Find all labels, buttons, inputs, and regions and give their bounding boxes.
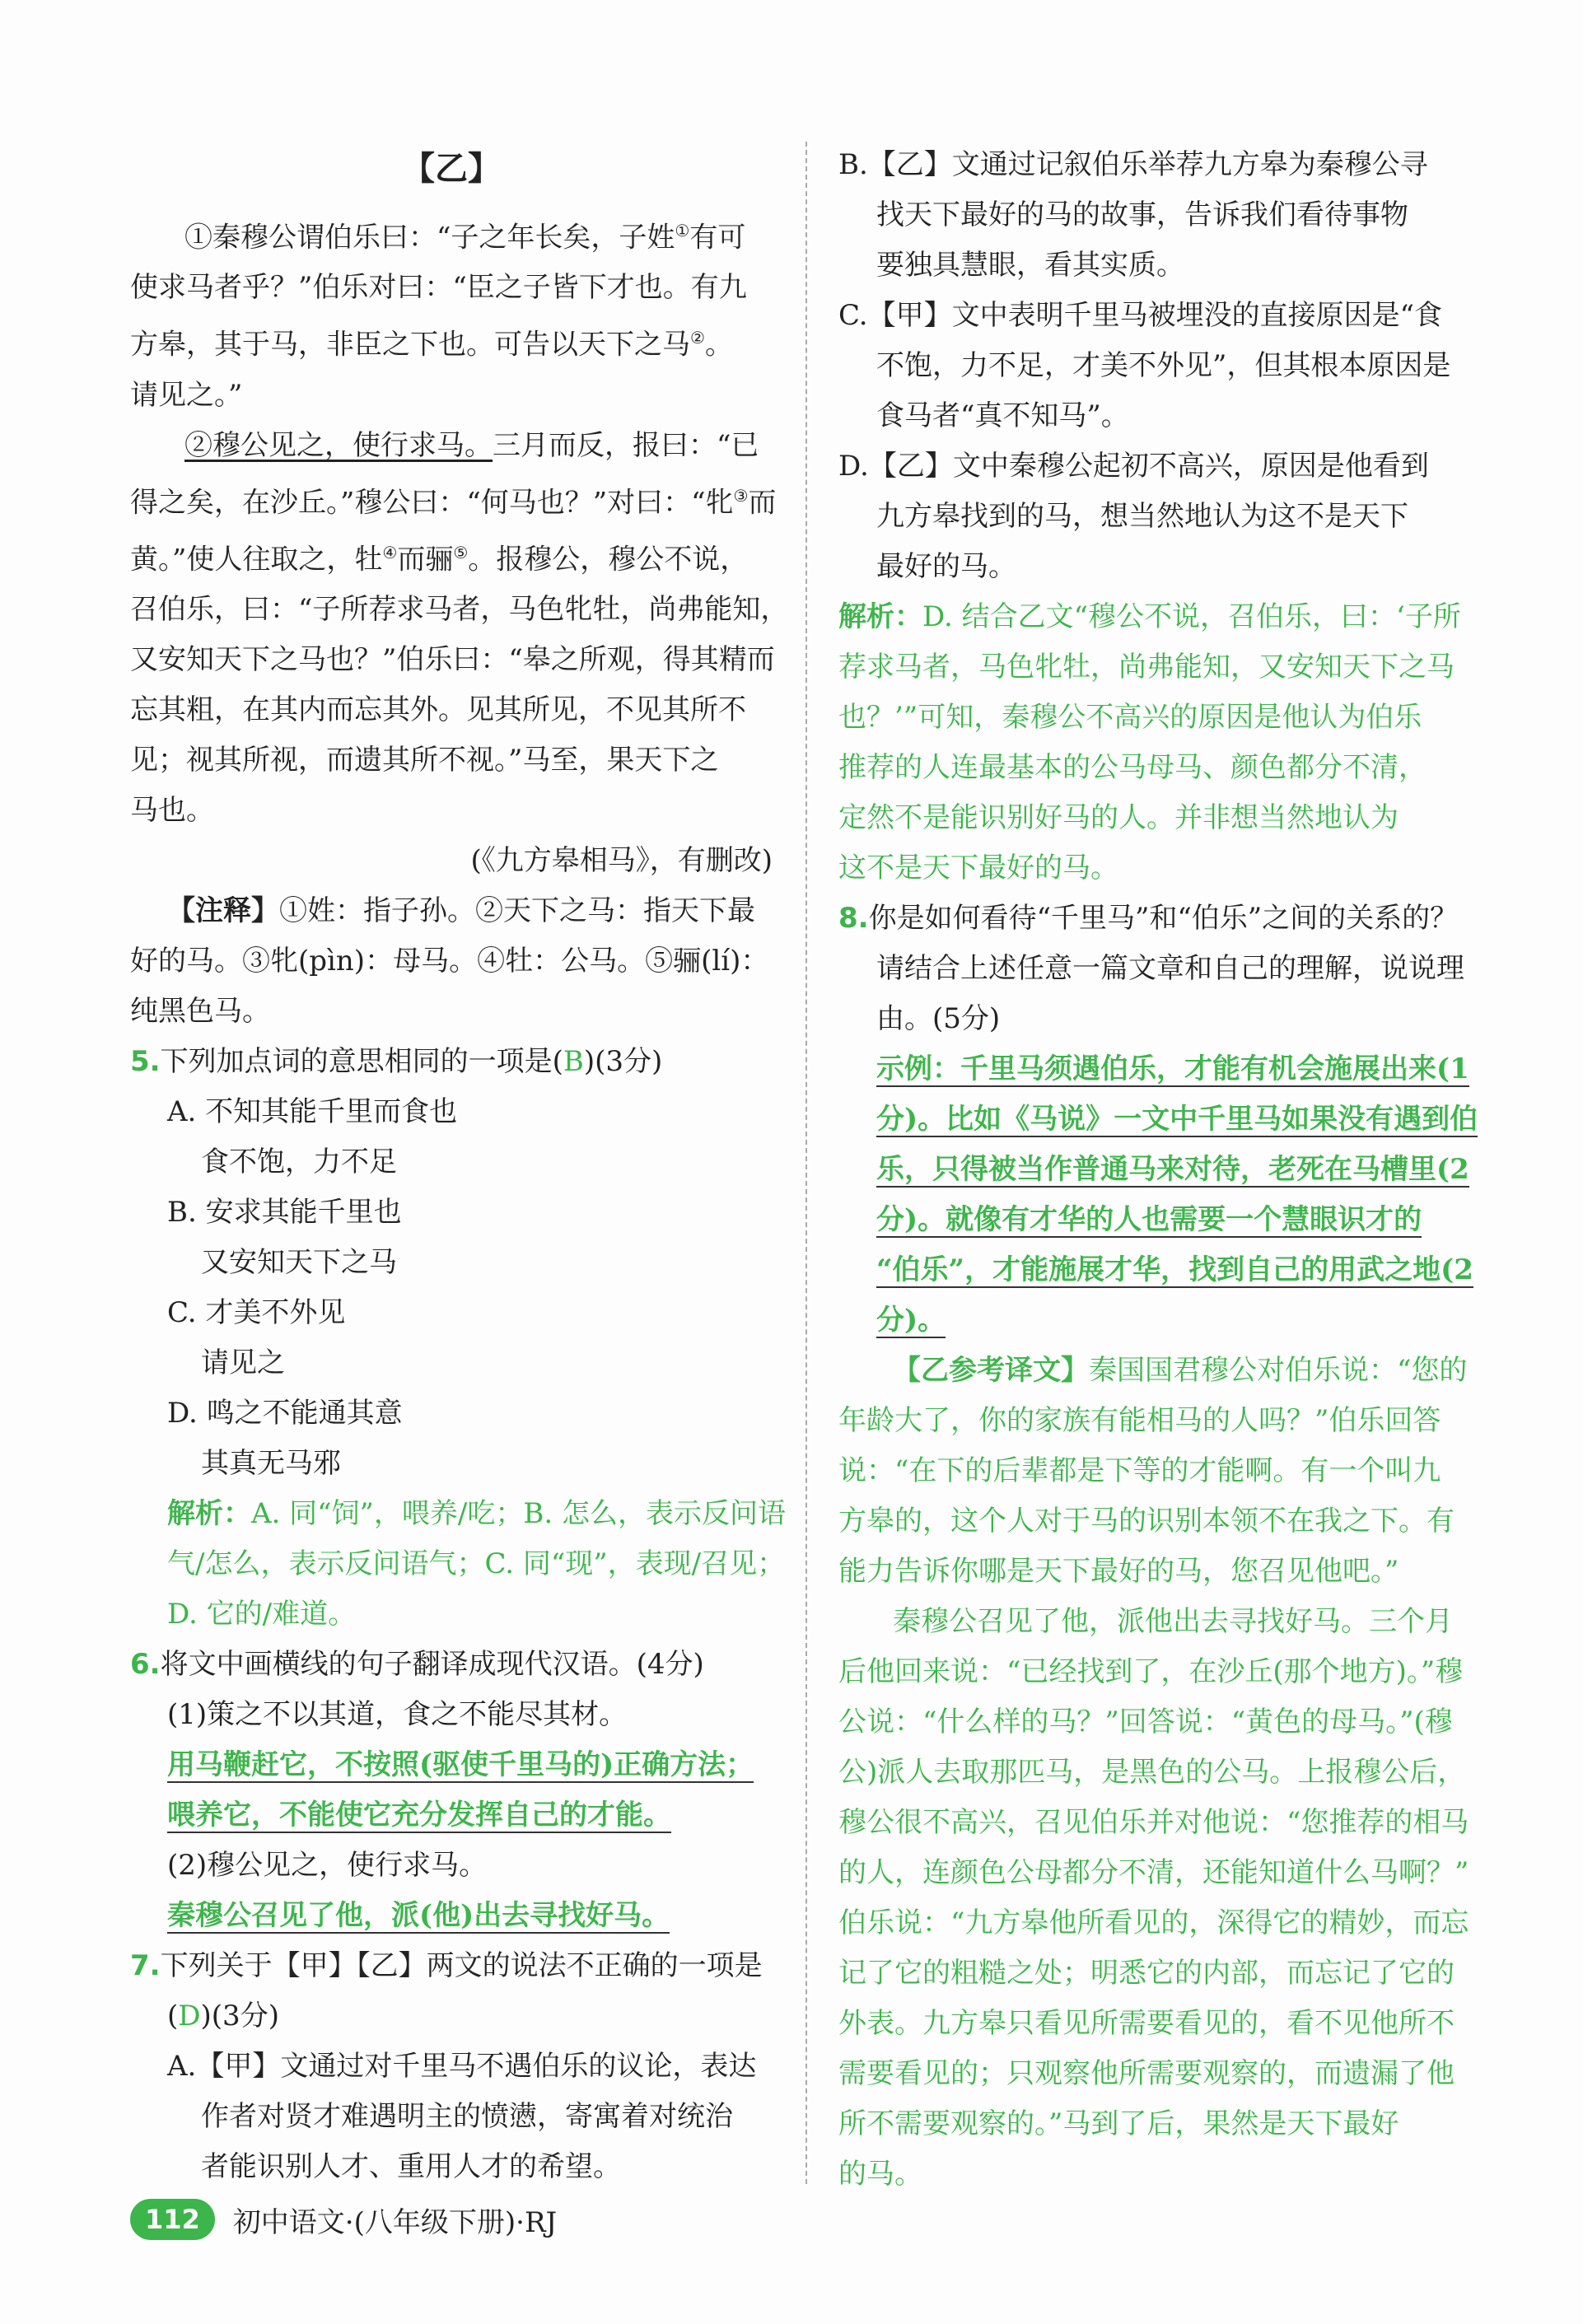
passage-line: 得之矣，在沙丘。”穆公曰：“何马也？”对曰：“牝③而 [130, 485, 777, 519]
explanation-line: 推荐的人连最基本的公马母马、颜色都分不清， [838, 751, 1427, 784]
option-line: 作者对贤才难遇明主的愤懑，寄寓着对统治 [201, 2100, 733, 2134]
translation-line: 所不需要观察的。”马到了后，果然是天下最好 [838, 2107, 1399, 2140]
explanation-line: 气/怎么，表示反问语气；C. 同“现”，表现/召见； [167, 1547, 786, 1581]
answer-line: 分)。比如《马说》一文中千里马如果没有遇到伯 [876, 1103, 1478, 1136]
translation-line: 外表。九方皋只看见所需要看见的，看不见他所不 [838, 2007, 1455, 2040]
translation-line: 需要看见的；只观察他所需要观察的，而遗漏了他 [838, 2057, 1455, 2090]
option-line: D. 鸣之不能通其意 [167, 1397, 403, 1430]
column-divider [806, 142, 807, 2184]
option-line: 者能识别人才、重用人才的希望。 [201, 2150, 621, 2184]
passage-line: ①秦穆公谓伯乐曰：“子之年长矣，子姓①有可 [184, 221, 746, 254]
question-7: 7.下列关于【甲】【乙】两文的说法不正确的一项是 [130, 1949, 763, 1983]
passage-line: 召伯乐，曰：“子所荐求马者，马色牝牡，尚弗能知， [130, 593, 789, 627]
passage-line: 黄。”使人往取之，牡④而骊⑤。报穆公，穆公不说， [130, 542, 749, 576]
translation-line: 方皋的，这个人对于马的识别本领不在我之下。有 [838, 1505, 1455, 1538]
question-5: 5.下列加点词的意思相同的一项是(B)(3分) [130, 1045, 663, 1079]
translation-line: 公)派人去取那匹马，是黑色的公马。上报穆公后， [838, 1756, 1466, 1789]
translation-line: 公说：“什么样的马？”回答说：“黄色的母马。”(穆 [838, 1706, 1453, 1738]
source-citation: (《九方皋相马》，有删改) [470, 844, 773, 878]
translation-line: 年龄大了，你的家族有能相马的人吗？”伯乐回答 [838, 1404, 1441, 1437]
explanation-line: 定然不是能识别好马的人。并非想当然地认为 [838, 801, 1399, 834]
question-7-answer: (D)(3分) [167, 2000, 279, 2033]
notes-line: 【注释】①姓：指子孙。②天下之马：指天下最 [167, 894, 755, 928]
answer-line: 用马鞭赶它，不按照(驱使千里马的)正确方法； [167, 1748, 754, 1782]
option-line: D.【乙】文中秦穆公起初不高兴，原因是他看到 [838, 450, 1429, 483]
passage-line: ②穆公见之，使行求马。三月而反，报曰：“已 [184, 428, 759, 462]
option-line: 其真无马邪 [201, 1447, 341, 1481]
answer-line: 示例：千里马须遇伯乐，才能有机会施展出来(1 [876, 1052, 1469, 1085]
option-line: 要独具慧眼，看其实质。 [876, 249, 1184, 282]
answer-choice: D [178, 2000, 201, 2033]
sub-question: (1)策之不以其道，食之不能尽其材。 [167, 1698, 628, 1732]
page-number: 112 [130, 2199, 215, 2240]
option-line: 食马者“真不知马”。 [876, 399, 1129, 432]
notes-line: 好的马。③牝(pìn)：母马。④牡：公马。⑤骊(lí)： [130, 945, 769, 978]
option-line: A. 不知其能千里而食也 [167, 1095, 458, 1129]
left-column [130, 140, 789, 2192]
answer-line: 分)。就像有才华的人也需要一个慧眼识才的 [876, 1203, 1422, 1236]
option-line: 不饱，力不足，才美不外见”，但其根本原因是 [876, 349, 1451, 382]
translation-line: 说：“在下的后辈都是下等的才能啊。有一个叫九 [838, 1454, 1441, 1487]
translation-line: 穆公很不高兴，召见伯乐并对他说：“您推荐的相马 [838, 1806, 1469, 1839]
question-6: 6.将文中画横线的句子翻译成现代汉语。(4分) [130, 1648, 704, 1682]
option-line: 找天下最好的马的故事，告诉我们看待事物 [876, 198, 1408, 231]
translation-line: 【乙参考译文】秦国国君穆公对伯乐说：“您的 [893, 1354, 1468, 1387]
translation-line: 记了它的粗糙之处；明悉它的内部，而忘记了它的 [838, 1957, 1455, 1990]
explanation-line: 这不是天下最好的马。 [838, 852, 1118, 884]
passage-heading: 【乙】 [402, 149, 501, 188]
answer-line: 秦穆公召见了他，派(他)出去寻找好马。 [167, 1899, 670, 1933]
answer-line: “伯乐”，才能施展才华，找到自己的用武之地(2 [876, 1253, 1473, 1286]
explanation-line: 解析：A. 同“饲”，喂养/吃；B. 怎么，表示反问语 [167, 1497, 786, 1531]
translation-line: 秦穆公召见了他，派他出去寻找好马。三个月 [893, 1605, 1453, 1638]
page-footer [130, 2192, 557, 2247]
option-line: B. 安求其能千里也 [167, 1196, 402, 1230]
option-line: 食不饱，力不足 [201, 1146, 397, 1179]
translation-line: 的马。 [838, 2158, 922, 2191]
translation-line: 后他回来说：“已经找到了，在沙丘(那个地方)。”穆 [838, 1655, 1464, 1688]
passage-line: 又安知天下之马也？”伯乐曰：“皋之所观，得其精而 [130, 643, 775, 677]
passage-line: 使求马者乎？”伯乐对曰：“臣之子皆下才也。有九 [130, 271, 747, 305]
explanation-line: D. 它的/难道。 [167, 1598, 357, 1631]
passage-line: 请见之。” [130, 378, 243, 412]
right-column [838, 140, 1497, 2200]
option-line: C. 才美不外见 [167, 1296, 346, 1330]
question-8-line: 由。(5分) [876, 1002, 1001, 1035]
sub-question: (2)穆公见之，使行求马。 [167, 1849, 488, 1883]
option-line: B.【乙】文通过记叙伯乐举荐九方皋为秦穆公寻 [838, 148, 1428, 181]
answer-choice: B [563, 1045, 584, 1079]
passage-line: 忘其粗，在其内而忘其外。见其所见，不见其所不 [130, 693, 746, 727]
question-8: 8.你是如何看待“千里马”和“伯乐”之间的关系的？ [838, 902, 1459, 935]
option-line: 请见之 [201, 1346, 285, 1380]
option-line: C.【甲】文中表明千里马被埋没的直接原因是“食 [838, 299, 1442, 332]
answer-line: 喂养它，不能使它充分发挥自己的才能。 [167, 1799, 671, 1832]
option-line: 又安知天下之马 [201, 1246, 397, 1280]
explanation-line: 荐求马者，马色牝牡，尚弗能知，又安知天下之马 [838, 651, 1455, 684]
translation-line: 伯乐说：“九方皋他所看见的，深得它的精妙，而忘 [838, 1906, 1469, 1939]
answer-line: 分)。 [876, 1304, 946, 1337]
explanation-line: 也？’”可知，秦穆公不高兴的原因是他认为伯乐 [838, 701, 1422, 734]
passage-line: 见；视其所视，而遗其所不视。”马至，果天下之 [130, 744, 719, 777]
passage-line: 马也。 [130, 794, 214, 828]
underlined-sentence: ②穆公见之，使行求马。 [184, 428, 493, 462]
answer-line: 乐，只得被当作普通马来对待，老死在马槽里(2 [876, 1153, 1469, 1186]
passage-line: 方皋，其于马，非臣之下也。可告以天下之马②。 [130, 328, 733, 362]
translation-line: 能力告诉你哪是天下最好的马，您召见他吧。” [838, 1555, 1399, 1588]
book-title: 初中语文·(八年级下册)·RJ [232, 2205, 558, 2239]
question-8-line: 请结合上述任意一篇文章和自己的理解，说说理 [876, 952, 1464, 985]
option-line: A.【甲】文通过对千里马不遇伯乐的议论，表达 [167, 2050, 757, 2084]
translation-line: 的人，连颜色公母都分不清，还能知道什么马啊？” [838, 1856, 1469, 1889]
notes-line: 纯黑色马。 [130, 995, 270, 1029]
option-line: 最好的马。 [876, 550, 1016, 583]
option-line: 九方皋找到的马，想当然地认为这不是天下 [876, 500, 1408, 533]
explanation-line: 解析：D. 结合乙文“穆公不说，召伯乐，曰：‘子所 [838, 600, 1461, 633]
